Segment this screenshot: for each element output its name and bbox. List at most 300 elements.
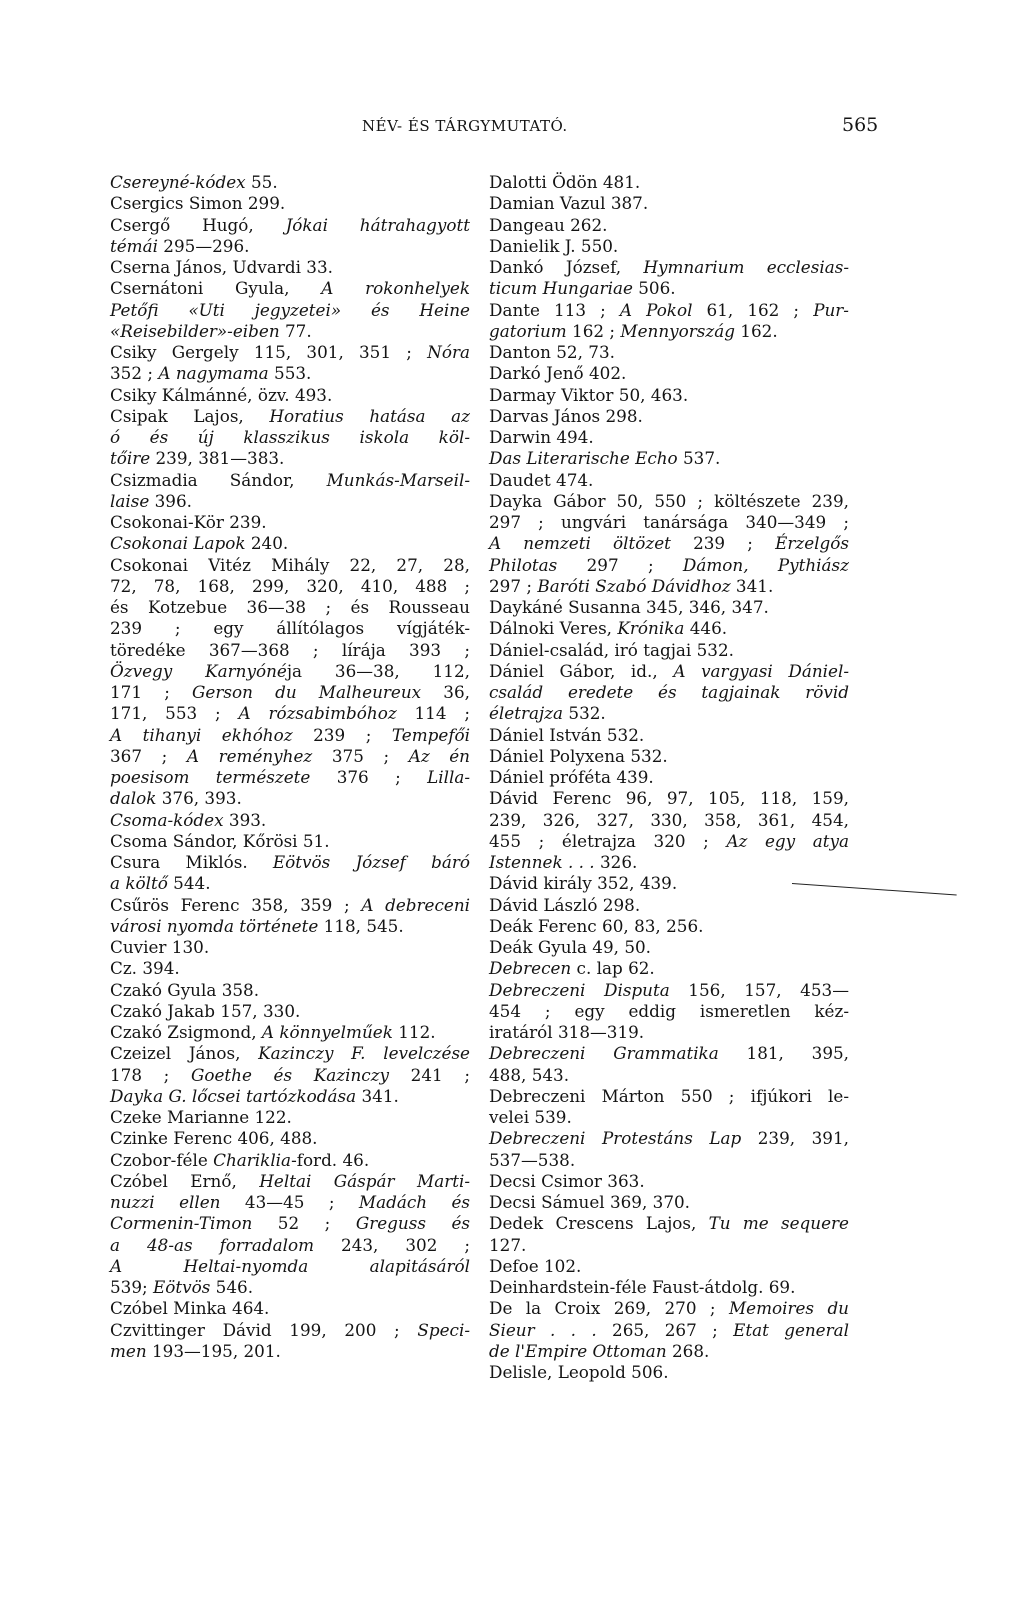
entry-text: 537. — [677, 448, 721, 469]
index-entry — [489, 1213, 849, 1256]
italic-title: Tempefői — [391, 724, 470, 745]
entry-line — [489, 830, 849, 852]
italic-title: ticum Hungariae — [489, 278, 633, 299]
entry-line — [489, 1192, 849, 1213]
entry-line — [110, 1255, 470, 1277]
index-entry — [489, 491, 849, 597]
entry-text: Czakó Jakab 157, 330. — [110, 1000, 301, 1021]
entry-text: Debreczeni Márton 550 ; ifjúkori le- — [489, 1085, 849, 1106]
index-entry — [489, 1043, 849, 1086]
entry-text: 544. — [167, 873, 211, 894]
entry-text: 77. — [279, 320, 312, 341]
entry-text: c. lap 62. — [571, 958, 655, 979]
index-column-left — [110, 172, 470, 1362]
entry-text: ja 36—38, 112, — [286, 660, 470, 681]
italic-title: a 48-as forradalom — [110, 1234, 315, 1255]
entry-line — [110, 682, 470, 703]
entry-text: Decsi Csimor 363. — [489, 1170, 645, 1191]
entry-line — [489, 575, 849, 597]
italic-title: Istennek . . . — [489, 852, 595, 872]
italic-title: Sieur . . . — [489, 1319, 597, 1340]
entry-line — [110, 490, 470, 512]
entry-text: 239 ; — [670, 533, 776, 554]
index-entry — [110, 1171, 470, 1299]
running-head — [0, 114, 1024, 147]
index-entry — [110, 406, 470, 470]
entry-text: -ford. 46. — [291, 1149, 370, 1170]
index-entry — [110, 533, 470, 554]
entry-line — [110, 618, 470, 639]
index-entry — [489, 725, 849, 746]
italic-title: Pur- — [813, 299, 849, 320]
entry-text: 181, 395, — [718, 1043, 850, 1064]
entry-text: Deák Gyula 49, 50. — [489, 937, 652, 957]
entry-line — [489, 235, 849, 257]
entry-text: 43—45 ; — [220, 1192, 359, 1212]
italic-title: tőire — [110, 448, 151, 469]
entry-text: 162. — [734, 320, 778, 341]
index-entry — [489, 618, 849, 639]
entry-text: 265, 267 ; — [596, 1319, 734, 1340]
entry-line — [110, 745, 470, 767]
entry-line — [110, 342, 470, 363]
index-entry — [489, 980, 849, 1044]
entry-text: Deák Ferenc 60, 83, 256. — [489, 915, 704, 936]
italic-title: A vargyasi Dániel- — [673, 660, 849, 681]
entry-line — [110, 703, 470, 724]
entry-text: Dankó József, — [489, 257, 644, 277]
index-entry — [110, 172, 470, 193]
italic-title: Goethe és Kazinczy — [190, 1064, 390, 1085]
index-entry — [489, 427, 849, 448]
entry-line — [489, 597, 849, 618]
index-entry — [489, 1256, 849, 1277]
entry-line — [110, 767, 470, 788]
entry-text: 178 ; — [110, 1064, 191, 1085]
italic-title: ó és új klasszikus iskola köl- — [110, 427, 470, 447]
entry-text: 171 ; — [110, 682, 193, 702]
italic-title: Tu me sequere — [708, 1213, 849, 1234]
entry-text: 112. — [392, 1022, 436, 1042]
entry-text: 455 ; életrajza 320 ; — [489, 830, 727, 851]
entry-text: Csernátoni Gyula, — [110, 278, 322, 299]
entry-text: 532. — [563, 703, 606, 724]
entry-line — [110, 873, 470, 894]
italic-title: Das Literarische Echo — [489, 448, 678, 469]
index-entry — [110, 278, 470, 342]
entry-line — [110, 405, 470, 427]
italic-title: A reményhez — [186, 745, 313, 766]
entry-text: 295—296. — [157, 235, 250, 256]
entry-line — [489, 1298, 849, 1319]
entry-line — [110, 1213, 471, 1234]
entry-line — [489, 894, 849, 916]
entry-line — [110, 1064, 471, 1086]
italic-title: Heltai Gáspár Marti- — [259, 1170, 471, 1191]
entry-line — [489, 915, 849, 937]
entry-text: 239 ; egy állítólagos vígjáték- — [110, 618, 470, 639]
entry-text: Csokonai-Kör 239. — [110, 512, 267, 532]
italic-title: A Pokol — [619, 299, 693, 320]
index-entry — [489, 1086, 849, 1129]
index-entry — [489, 215, 849, 236]
entry-line — [489, 1340, 849, 1362]
index-entry — [110, 980, 470, 1001]
entry-line — [489, 745, 849, 767]
italic-title: Jókai hátrahagyott — [285, 214, 470, 235]
entry-text: 297 ; — [557, 554, 683, 575]
italic-title: Greguss és — [355, 1213, 471, 1234]
entry-line — [489, 469, 849, 491]
entry-line — [110, 937, 470, 958]
index-entry — [110, 810, 470, 831]
entry-text: Dániel-család, iró tagjai 532. — [489, 639, 734, 660]
italic-title: Etat general — [733, 1319, 850, 1340]
italic-title: A rokonhelyek — [321, 278, 470, 299]
italic-title: A debreceni — [361, 894, 470, 915]
entry-line — [110, 512, 470, 533]
entry-text: Darkó Jenő 402. — [489, 363, 627, 384]
entry-line — [489, 1149, 849, 1171]
entry-line — [489, 1255, 849, 1277]
entry-text: Damian Vazul 387. — [489, 193, 649, 214]
entry-text: Czakó Gyula 358. — [110, 979, 260, 1000]
index-entry — [110, 1150, 470, 1171]
index-entry — [110, 1022, 470, 1043]
entry-line — [489, 533, 850, 554]
entry-line — [489, 1319, 850, 1341]
index-entry — [489, 448, 849, 469]
italic-title: Krónika — [617, 618, 685, 639]
entry-text: Czeke Marianne 122. — [110, 1107, 292, 1127]
italic-title: városi nyomda története — [110, 915, 319, 936]
entry-text: 546. — [210, 1277, 254, 1297]
entry-line — [110, 809, 470, 831]
entry-line — [110, 427, 470, 448]
entry-line — [489, 405, 849, 427]
entry-line — [110, 193, 470, 214]
italic-title: Eötvös József báró — [272, 852, 471, 872]
entry-line — [489, 767, 849, 788]
entry-text: Daykáné Susanna 345, 346, 347. — [489, 597, 769, 617]
entry-text: 396. — [149, 490, 192, 511]
entry-line — [489, 278, 849, 299]
italic-title: Madách és — [358, 1192, 470, 1212]
entry-line — [110, 1234, 470, 1256]
entry-text: 352 ; — [110, 363, 159, 384]
italic-title: men — [110, 1340, 147, 1361]
italic-title: Chariklia — [213, 1149, 292, 1170]
entry-text: Defoe 102. — [489, 1255, 582, 1276]
index-entry — [110, 193, 470, 214]
entry-line — [489, 193, 849, 214]
italic-title: Hymnarium ecclesias- — [643, 257, 849, 277]
entry-line — [489, 1170, 849, 1192]
entry-line — [489, 809, 849, 831]
entry-text: 326. — [594, 852, 638, 872]
entry-line — [489, 979, 849, 1001]
entry-line — [489, 363, 849, 384]
entry-text: Dalotti Ödön 481. — [489, 172, 641, 192]
index-entry — [489, 385, 849, 406]
entry-text: 454 ; egy eddig ismeretlen kéz- — [489, 1000, 849, 1021]
entry-text: Czóbel Minka 464. — [110, 1298, 270, 1319]
entry-text: Dániel István 532. — [489, 724, 645, 745]
entry-text: 446. — [684, 618, 728, 639]
page-number: 565 — [842, 114, 879, 136]
entry-line — [110, 830, 470, 852]
entry-text: 156, 157, 453— — [669, 979, 849, 1000]
entry-line — [110, 469, 470, 491]
italic-title: de l'Empire Ottoman — [489, 1340, 667, 1361]
entry-line — [110, 1000, 470, 1022]
entry-text: Csiky Gergely 115, 301, 351 ; — [110, 342, 428, 362]
italic-title: Csereyné-kódex — [110, 172, 246, 192]
entry-text: és Kotzebue 36—38 ; és Rousseau — [110, 597, 470, 617]
entry-text: 114 ; — [396, 703, 470, 724]
entry-line — [110, 214, 470, 236]
italic-title: Csokonai Lapok — [110, 533, 246, 554]
italic-title: Érzelgős — [775, 533, 850, 554]
entry-line — [489, 1085, 849, 1107]
index-entry — [489, 172, 849, 193]
entry-line — [110, 278, 470, 299]
entry-text: Czakó Zsigmond, — [110, 1022, 262, 1042]
entry-line — [489, 342, 849, 363]
entry-text: 72, 78, 168, 299, 320, 410, 488 ; — [110, 575, 470, 596]
entry-line — [110, 788, 470, 809]
entry-line — [489, 1213, 849, 1234]
entry-line — [110, 1170, 471, 1192]
entry-text: velei 539. — [489, 1107, 572, 1127]
entry-text: Dániel Gábor, id., — [489, 660, 674, 681]
entry-text: 239, 326, 327, 330, 358, 361, 454, — [489, 809, 849, 830]
italic-title: Debrecen — [489, 958, 572, 979]
entry-line — [110, 320, 470, 342]
entry-line — [110, 1149, 470, 1171]
entry-line — [110, 1277, 470, 1298]
entry-line — [489, 1277, 849, 1298]
index-entry — [110, 895, 470, 938]
entry-text: Csipak Lajos, — [110, 405, 270, 426]
entry-text: De la Croix 269, 270 ; — [489, 1298, 729, 1319]
italic-title: Petőfi «Uti jegyzetei» és Heine — [110, 299, 470, 320]
entry-text: 171, 553 ; — [110, 703, 239, 724]
entry-line — [110, 1340, 470, 1362]
entry-text: Csizmadia Sándor, — [110, 469, 327, 490]
italic-title: Philotas — [489, 554, 558, 575]
entry-line — [110, 639, 470, 661]
italic-title: Gerson du Malheureux — [192, 682, 422, 702]
italic-title: Mennyország — [620, 320, 735, 341]
entry-line — [489, 958, 849, 979]
entry-text: 239 ; — [292, 724, 392, 745]
italic-title: Özvegy Karnyóné — [110, 660, 287, 681]
entry-text: 241 ; — [389, 1064, 471, 1085]
entry-text: töredéke 367—368 ; lírája 393 ; — [110, 639, 470, 660]
entry-text: 506. — [632, 278, 676, 299]
entry-line — [110, 660, 470, 682]
index-entry — [110, 215, 470, 258]
index-entry — [489, 406, 849, 427]
entry-line — [110, 533, 470, 554]
index-entry — [110, 1107, 470, 1128]
entry-line — [110, 235, 470, 257]
entry-text: Csergics Simon 299. — [110, 193, 286, 214]
index-entry — [110, 555, 470, 810]
entry-line — [489, 257, 849, 278]
italic-title: A rózsabimbóhoz — [238, 703, 397, 724]
entry-text: Cserna János, Udvardi 33. — [110, 257, 333, 277]
entry-text: Dániel Polyxena 532. — [489, 745, 668, 766]
italic-title: nuzzi ellen — [110, 1192, 221, 1212]
index-entry — [489, 300, 849, 343]
entry-line — [489, 788, 849, 809]
entry-text: 488, 543. — [489, 1064, 570, 1085]
entry-text: Czinke Ferenc 406, 488. — [110, 1128, 318, 1149]
entry-line — [110, 1192, 470, 1213]
entry-text: 193—195, 201. — [146, 1340, 281, 1361]
index-entry — [489, 958, 849, 979]
italic-title: Lilla- — [427, 767, 470, 787]
entry-line — [110, 1085, 470, 1107]
entry-line — [489, 512, 849, 533]
entry-line — [110, 979, 470, 1001]
entry-text: Deinhardstein-féle Faust-átdolg. 69. — [489, 1277, 796, 1297]
italic-title: témái — [110, 235, 158, 256]
italic-title: «Reisebilder»-eiben — [110, 320, 280, 341]
entry-line — [489, 448, 849, 469]
entry-text: Csűrös Ferenc 358, 359 ; — [110, 894, 362, 915]
entry-text: Cuvier 130. — [110, 937, 210, 957]
entry-text: Csiky Kálmánné, özv. 493. — [110, 384, 333, 405]
entry-line — [110, 597, 470, 618]
entry-line — [110, 1298, 470, 1319]
index-entry — [489, 767, 849, 788]
index-entry — [110, 1043, 470, 1107]
entry-text: 118, 545. — [318, 915, 404, 936]
entry-text: 61, 162 ; — [692, 299, 814, 320]
italic-title: A könnyelműek — [261, 1022, 393, 1042]
entry-text: 537—538. — [489, 1149, 576, 1170]
entry-text: Dayka Gábor 50, 550 ; költészete 239, — [489, 490, 849, 511]
entry-line — [489, 682, 849, 703]
entry-text: 341. — [356, 1085, 399, 1106]
entry-text: Decsi Sámuel 369, 370. — [489, 1192, 691, 1212]
entry-text: 297 ; ungvári tanársága 340—349 ; — [489, 512, 849, 532]
entry-line — [110, 257, 470, 278]
index-entry — [110, 1298, 470, 1319]
entry-text: Dálnoki Veres, — [489, 618, 618, 639]
index-column-right — [489, 172, 849, 1383]
entry-line — [489, 1000, 849, 1022]
italic-title: életrajza — [489, 703, 564, 724]
entry-text: 239, 391, — [741, 1128, 849, 1149]
italic-title: poesisom természete — [110, 767, 311, 787]
entry-text: Darmay Viktor 50, 463. — [489, 384, 689, 405]
entry-line — [110, 1022, 470, 1043]
index-entry — [489, 342, 849, 363]
entry-text: 240. — [245, 533, 289, 554]
index-entry — [489, 597, 849, 618]
entry-line — [489, 214, 849, 236]
entry-text: 376, 393. — [156, 788, 242, 809]
entry-line — [110, 958, 470, 979]
entry-text: Danton 52, 73. — [489, 342, 615, 362]
entry-text: 341. — [730, 575, 774, 596]
index-entry — [489, 640, 849, 661]
entry-text: Dávid Ferenc 96, 97, 105, 118, 159, — [489, 788, 849, 809]
entry-line — [489, 937, 849, 958]
entry-line — [110, 448, 470, 469]
entry-text: 375 ; — [312, 745, 409, 766]
italic-title: dalok — [110, 788, 157, 809]
italic-title: Speci- — [417, 1319, 470, 1340]
entry-text: 393. — [223, 809, 267, 830]
entry-line — [489, 1128, 849, 1149]
index-entry — [110, 937, 470, 958]
entry-line — [489, 1107, 849, 1128]
index-entry — [489, 236, 849, 257]
entry-text: 376 ; — [310, 767, 428, 787]
index-entry — [489, 1171, 849, 1192]
italic-title: Baróti Szabó Dávidhoz — [537, 575, 731, 596]
entry-text: Daudet 474. — [489, 469, 594, 490]
index-entry — [110, 385, 470, 406]
italic-title: Kazinczy F. levelczése — [258, 1043, 470, 1064]
index-entry — [489, 1192, 849, 1213]
entry-line — [489, 384, 849, 406]
index-entry — [489, 788, 849, 873]
entry-line — [489, 852, 849, 873]
entry-line — [110, 384, 470, 406]
entry-text: Dangeau 262. — [489, 214, 608, 235]
entry-line — [489, 703, 849, 724]
italic-title: Eötvös — [153, 1277, 211, 1297]
index-entry — [489, 1362, 849, 1383]
entry-line — [110, 172, 470, 193]
index-entry — [489, 916, 849, 937]
entry-text: Czobor-féle — [110, 1149, 214, 1170]
entry-text: 367 ; — [110, 745, 187, 766]
index-entry — [489, 193, 849, 214]
entry-line — [489, 1043, 850, 1064]
entry-line — [110, 1043, 470, 1064]
index-entry — [110, 958, 470, 979]
entry-line — [110, 554, 470, 576]
index-entry — [489, 363, 849, 384]
index-entry — [110, 257, 470, 278]
index-entry — [110, 1001, 470, 1022]
entry-text: Csergő Hugó, — [110, 214, 286, 235]
italic-title: laise — [110, 490, 150, 511]
entry-line — [489, 618, 849, 639]
italic-title: Debreczeni Protestáns Lap — [489, 1128, 742, 1149]
entry-text: Darwin 494. — [489, 427, 594, 447]
entry-text: Cz. 394. — [110, 958, 180, 979]
entry-text: 127. — [489, 1234, 527, 1255]
entry-text: Dávid László 298. — [489, 894, 641, 915]
entry-text: iratáról 318—319. — [489, 1022, 645, 1042]
italic-title: Dámon, Pythiász — [682, 554, 849, 575]
index-entry — [489, 1298, 849, 1362]
entry-text: 553. — [268, 363, 312, 384]
italic-title: A Heltai-nyomda alapitásáról — [110, 1255, 470, 1276]
index-entry — [110, 1128, 470, 1149]
italic-title: Debreczeni Disputa — [489, 979, 670, 1000]
entry-line — [489, 660, 849, 682]
entry-text: 243, 302 ; — [314, 1234, 470, 1255]
